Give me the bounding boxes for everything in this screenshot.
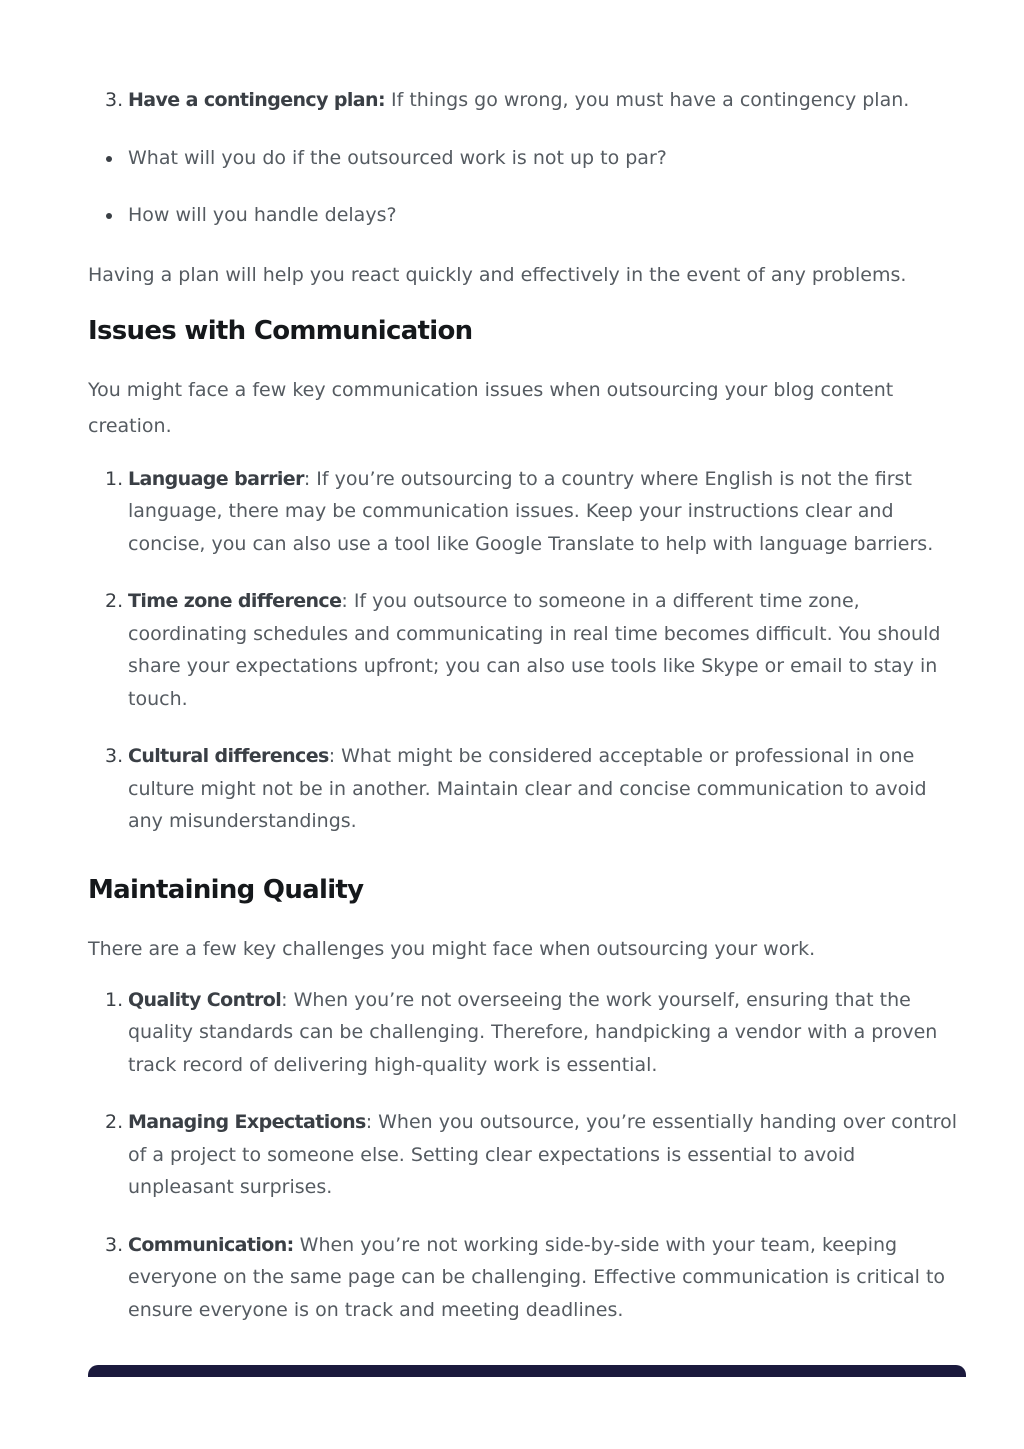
bullet-text: How will you handle delays? [128,204,397,226]
bullet-text: What will you do if the outsourced work is not up to par? [128,146,667,169]
list-item-time-zone-difference [88,585,966,715]
list-item-text: When you’re not working side-by-side with your team, keeping everyone on the same page can be challenging. Effective communication is critical to ensure everyone is on track and meeting deadlines. [128,1233,946,1321]
list-item-text: : If you’re outsourcing to a country where English is not the first language, there may be communication issues. Keep your instructions clear and concise, you can also use a tool like Google Translate to help with language barriers. [128,467,934,555]
list-number: 3. [105,1233,124,1256]
list-item-quality-control [88,984,966,1082]
bullet-icon [106,213,112,219]
list-item-contingency-plan [88,84,966,117]
list-item-title: Have a contingency plan: [128,89,385,111]
list-number: 2. [105,1111,124,1133]
heading-issues-with-communication: Issues with Communication [88,315,473,346]
list-item-title: Language barrier [128,467,304,490]
communication-intro: You might face a few key communication issues when outsourcing your blog content creation. [88,378,894,437]
list-number: 1. [105,988,124,1011]
list-item-communication [88,1229,966,1327]
contingency-summary: Having a plan will help you react quickly and effectively in the event of any problems. [88,263,907,286]
list-item-title: Communication: [128,1233,294,1256]
bullet-item [88,142,966,175]
quality-intro: There are a few key challenges you might face when outsourcing your work. [88,937,816,960]
list-item-text: : When you’re not overseeing the work yourself, ensuring that the quality standards can be challenging. Therefore, handpicking a vendor with a proven track record of delivering high-quality work is essential. [128,988,938,1076]
list-item-managing-expectations [88,1106,966,1204]
list-item-title: Time zone difference [128,590,342,612]
list-item-text: : What might be considered acceptable or professional in one culture might not be in another. Maintain clear and concise communication to avoid any misunderstandings. [128,745,927,832]
list-item-language-barrier [88,463,966,561]
bullet-item [88,199,966,232]
article-body [88,84,966,1326]
list-item-text: : When you outsource, you’re essentially handing over control of a project to someone else. Setting clear expectations is essential to avoid unpleasant surprises. [128,1111,957,1198]
list-item-cultural-differences [88,740,966,838]
list-number: 3. [105,745,124,767]
list-number: 1. [105,467,124,490]
list-number: 3. [105,89,124,111]
list-item-title: Cultural differences [128,745,329,767]
list-item-title: Managing Expectations [128,1111,366,1133]
list-item-title: Quality Control [128,988,282,1011]
bullet-icon [106,156,112,162]
list-item-text: If things go wrong, you must have a contingency plan. [384,89,910,111]
list-item-text: : If you outsource to someone in a different time zone, coordinating schedules and communicating in real time becomes difficult. You should share your expectations upfront; you can also use tools like Skype or email to stay in touch. [128,590,941,710]
list-number: 2. [105,590,124,612]
heading-maintaining-quality: Maintaining Quality [88,874,364,905]
bottom-banner-edge [88,1365,966,1377]
